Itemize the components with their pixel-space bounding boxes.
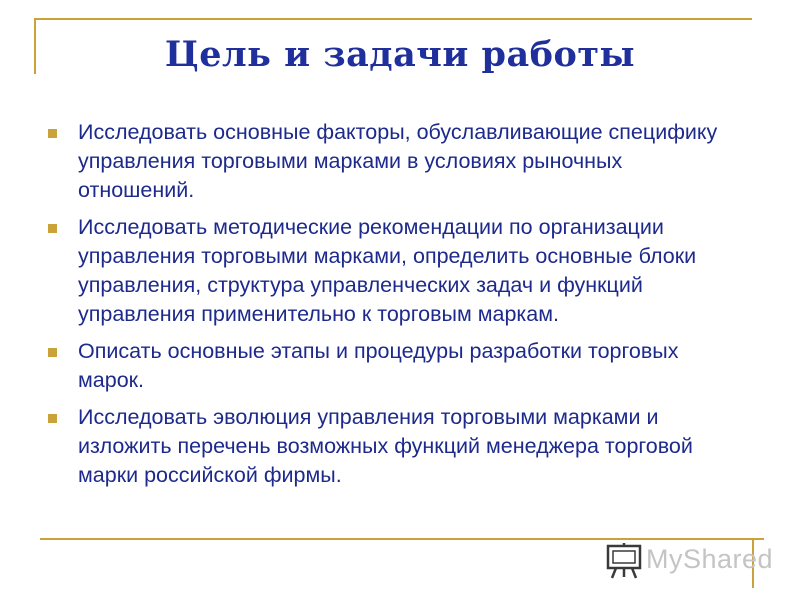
bullet-text: Исследовать основные факторы, обуславливающие специфику управления торговыми марками в условиях рыночных отношений. xyxy=(78,120,718,202)
watermark-logo xyxy=(606,542,776,582)
bullet-item xyxy=(44,213,744,329)
presentation-board-icon xyxy=(606,542,642,580)
bullet-text: Описать основные этапы и процедуры разработки торговых марок. xyxy=(78,339,679,392)
bottom-horizontal-rule xyxy=(40,538,764,540)
square-bullet-icon xyxy=(48,224,57,233)
square-bullet-icon xyxy=(48,348,57,357)
slide-title: Цель и задачи работы xyxy=(164,34,636,75)
bullet-item xyxy=(44,118,744,205)
watermark-text: MyShared xyxy=(646,544,774,574)
top-horizontal-rule xyxy=(34,18,752,20)
bullet-list xyxy=(44,118,744,498)
bullet-text: Исследовать методические рекомендации по организации управления торговыми марками, определить основные блоки управления, структура управленческих задач и функций управления применительно к торговым маркам. xyxy=(78,215,697,326)
bullet-item xyxy=(44,403,744,490)
bullet-item xyxy=(44,337,744,395)
bullet-text: Исследовать эволюция управления торговыми марками и изложить перечень возможных функций менеджера торговой марки российской фирмы. xyxy=(78,405,693,487)
square-bullet-icon xyxy=(48,414,57,423)
square-bullet-icon xyxy=(48,129,57,138)
